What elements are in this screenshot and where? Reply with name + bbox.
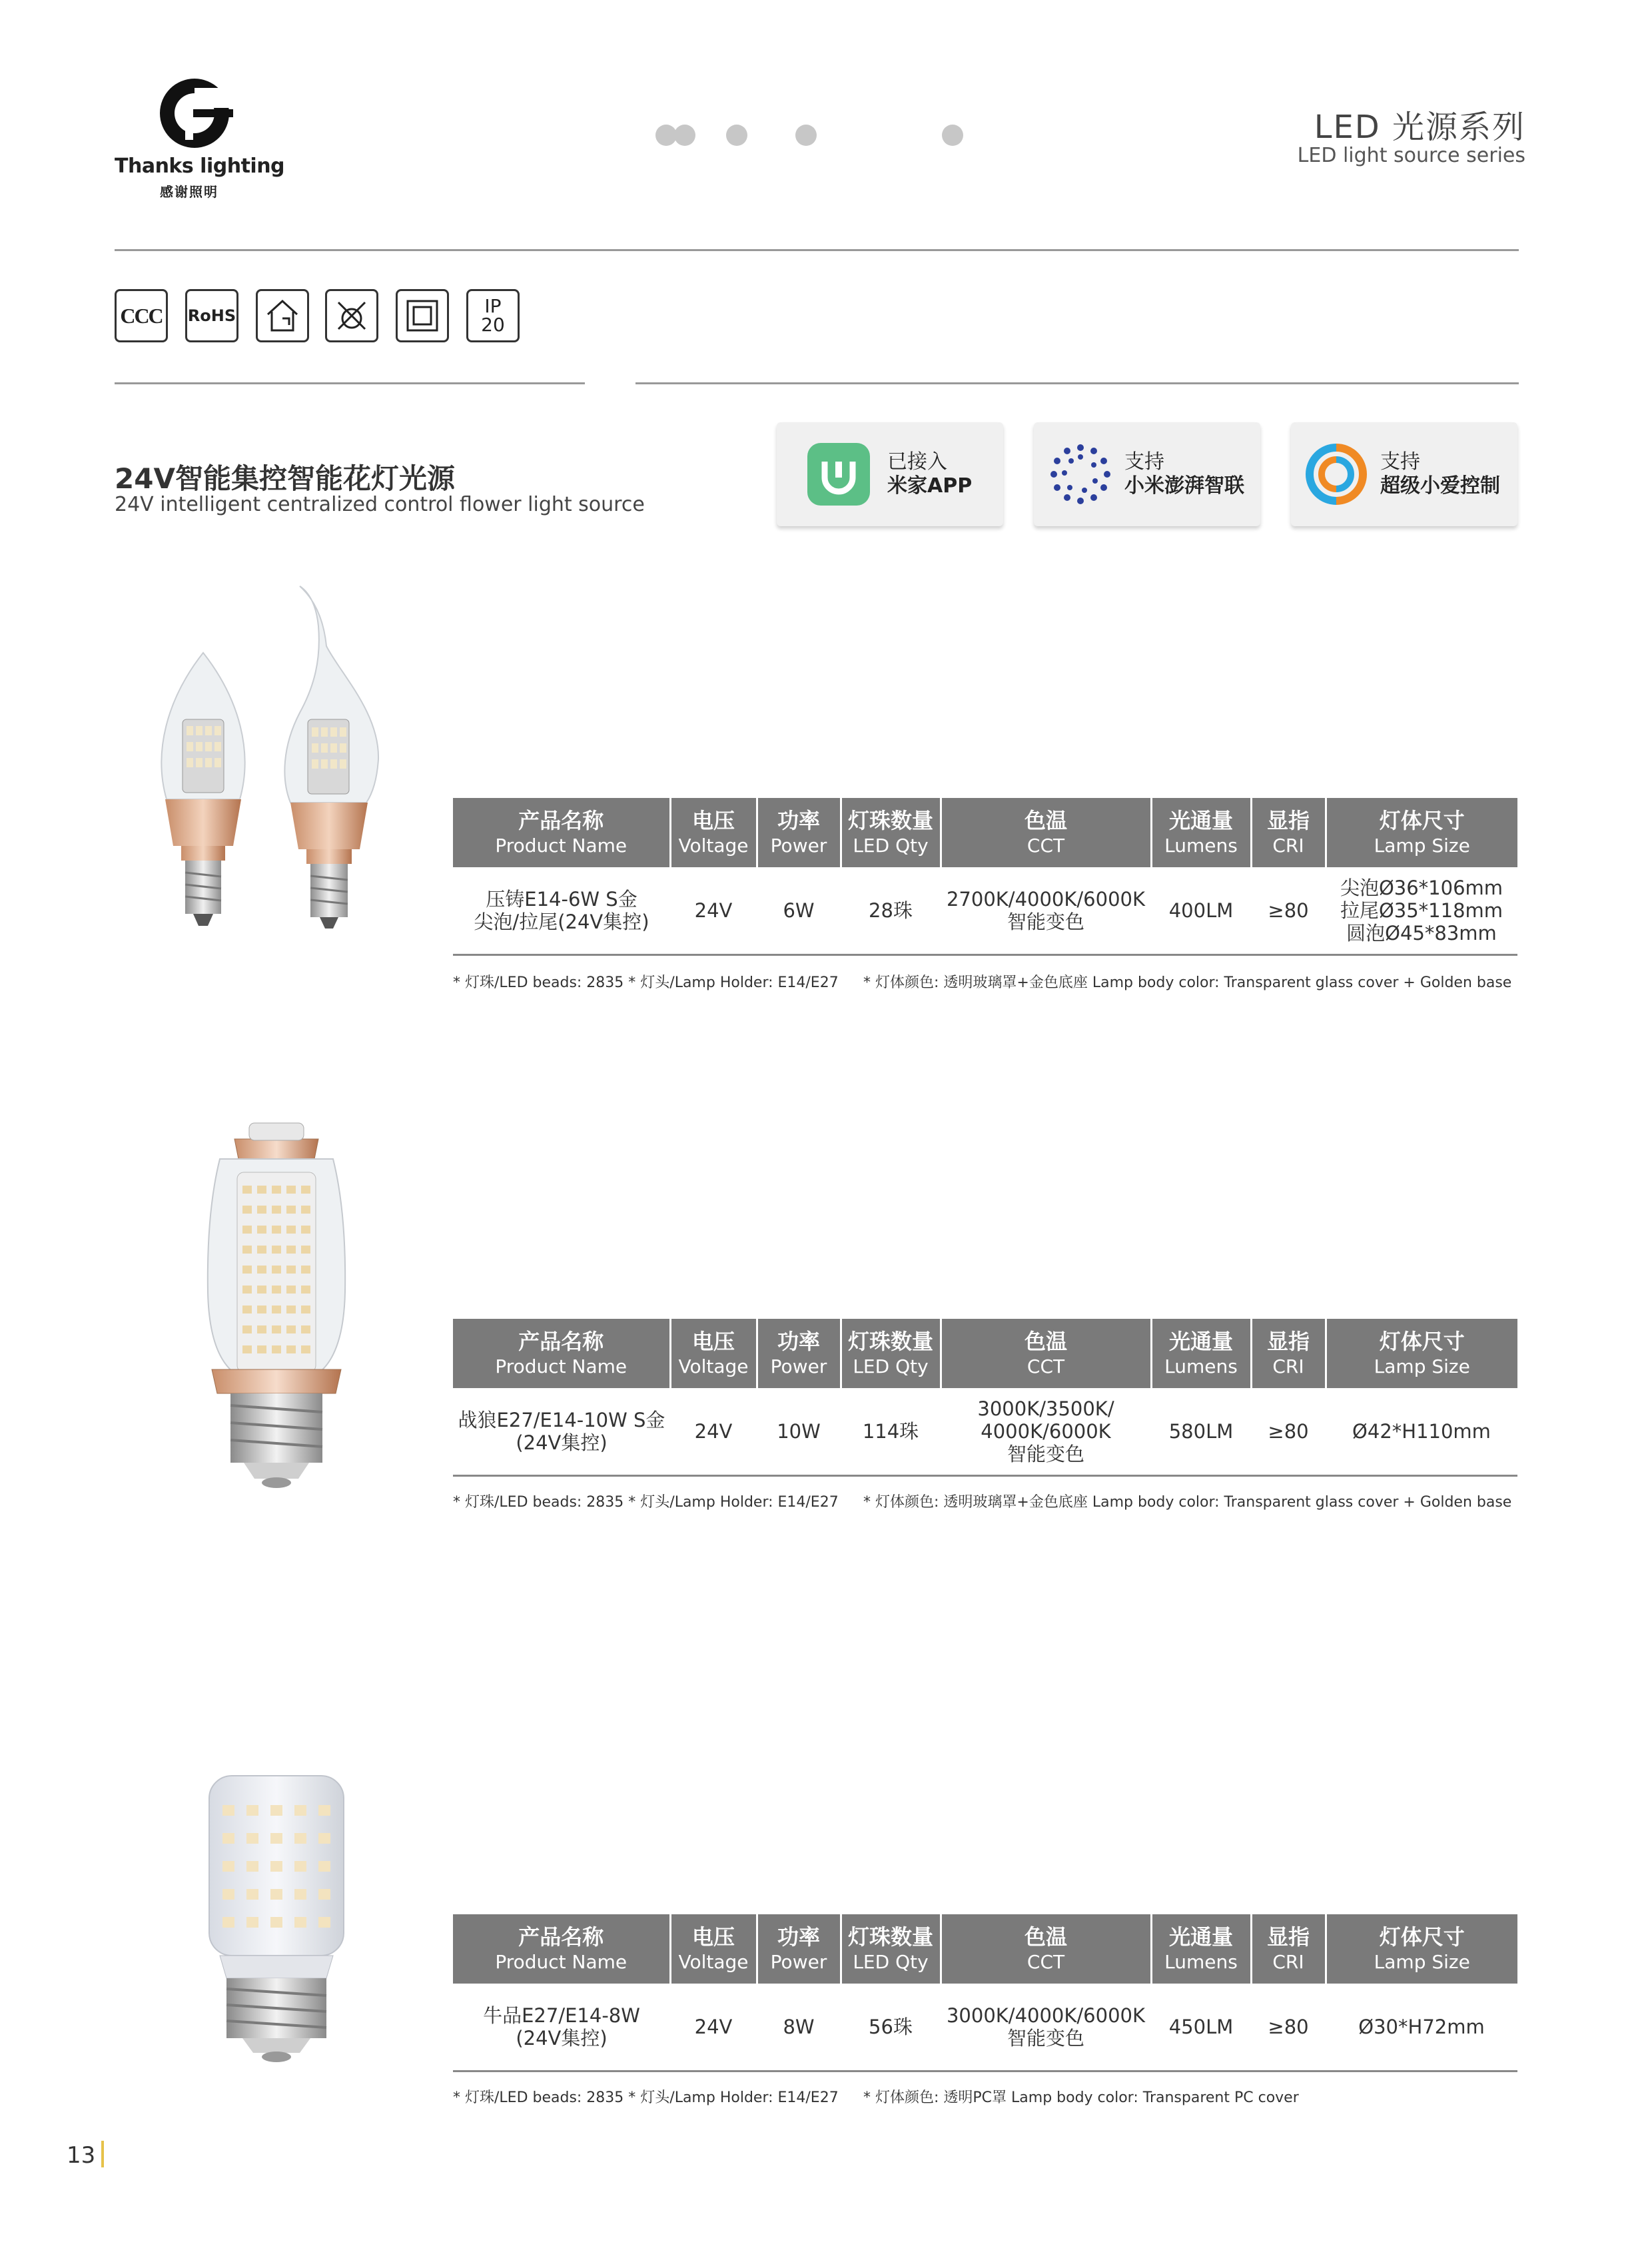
table-header-row (453, 1319, 1517, 1388)
page-number: 13 (67, 2142, 96, 2169)
cell-power: 8W (757, 1984, 841, 2071)
hyperconnect-badge-line1: 支持 (1124, 450, 1164, 474)
no-dimmer-icon (325, 289, 378, 342)
col-power: 功率 Power (757, 1319, 841, 1388)
product-note-right: * 灯体颜色: 透明玻璃罩+金色底座 Lamp body color: Transparent glass cover + Golden base (863, 1494, 1512, 1511)
xiaoai-badge-line1: 支持 (1380, 450, 1420, 474)
cell-cri: ≥80 (1251, 867, 1326, 955)
product-image-corn-bulb-pc (206, 1772, 346, 2065)
decor-dot (942, 125, 963, 146)
ccc-cert-label: CCC (120, 303, 163, 328)
brand-name-cn: 感谢照明 (160, 184, 218, 200)
col-led-qty: 灯珠数量 LED Qty (841, 798, 941, 867)
col-product-name: 产品名称 Product Name (453, 1914, 670, 1984)
spec-table-2 (453, 1319, 1517, 1477)
cell-lumens: 450LM (1151, 1984, 1251, 2071)
table-header-row (453, 1914, 1517, 1984)
cell-product-name: 牛品E27/E14-8W (24V集控) (453, 1984, 670, 2071)
product-note-right: * 灯体颜色: 透明PC罩 Lamp body color: Transparent PC cover (863, 2089, 1299, 2106)
series-title: LED 光源系列 (1314, 109, 1525, 146)
divider-right (635, 382, 1519, 384)
cell-cri: ≥80 (1251, 1984, 1326, 2071)
cell-lamp-size: Ø42*H110mm (1326, 1388, 1517, 1476)
product-note-left: * 灯珠/LED beads: 2835 * 灯头/Lamp Holder: E14/E27 (453, 974, 839, 991)
section-subtitle: 24V intelligent centralized control flower light source (115, 493, 645, 516)
ccc-cert-icon (115, 289, 168, 342)
brand-logo-icon (153, 75, 238, 155)
xiaoai-badge-line2: 超级小爱控制 (1380, 474, 1500, 498)
mijia-badge (777, 422, 1003, 526)
mijia-icon (806, 442, 871, 507)
table-row (453, 1984, 1517, 2071)
col-cct: 色温 CCT (941, 1914, 1151, 1984)
cell-led-qty: 56珠 (841, 1984, 941, 2071)
cell-led-qty: 28珠 (841, 867, 941, 955)
product-image-corn-bulb-glass (193, 1119, 360, 1492)
cell-cct: 3000K/4000K/6000K 智能变色 (941, 1984, 1151, 2071)
col-voltage: 电压 Voltage (670, 1914, 757, 1984)
ip20-cert-icon (466, 289, 520, 342)
xiaoai-icon (1304, 442, 1368, 506)
ip-rating: 20 (481, 314, 505, 336)
col-lumens: 光通量 Lumens (1151, 1319, 1251, 1388)
section-title: 24V智能集控智能花灯光源 (115, 462, 455, 495)
col-lamp-size: 灯体尺寸 Lamp Size (1326, 1914, 1517, 1984)
class-ii-icon (396, 289, 449, 342)
col-cct: 色温 CCT (941, 798, 1151, 867)
col-lumens: 光通量 Lumens (1151, 798, 1251, 867)
col-lamp-size: 灯体尺寸 Lamp Size (1326, 1319, 1517, 1388)
cell-power: 6W (757, 867, 841, 955)
brand-name: Thanks lighting (115, 155, 285, 178)
mijia-badge-line2: 米家APP (887, 474, 973, 498)
table-header-row (453, 798, 1517, 867)
rohs-cert-label: RoHS (187, 306, 236, 325)
series-subtitle: LED light source series (1297, 144, 1525, 167)
cell-cct: 2700K/4000K/6000K 智能变色 (941, 867, 1151, 955)
xiaomi-hyperconnect-icon (1047, 441, 1114, 508)
header-divider (115, 249, 1519, 251)
ip-label: IP (484, 295, 502, 317)
product-note-left: * 灯珠/LED beads: 2835 * 灯头/Lamp Holder: E14/E27 (453, 2089, 839, 2106)
col-led-qty: 灯珠数量 LED Qty (841, 1319, 941, 1388)
decor-dot (674, 125, 695, 146)
cell-power: 10W (757, 1388, 841, 1476)
xiaoai-badge (1291, 422, 1517, 526)
spec-table-3 (453, 1914, 1517, 2072)
col-led-qty: 灯珠数量 LED Qty (841, 1914, 941, 1984)
hyperconnect-badge (1034, 422, 1260, 526)
cell-lamp-size: Ø30*H72mm (1326, 1984, 1517, 2071)
decor-dot (795, 125, 817, 146)
decor-dot (726, 125, 747, 146)
cell-lumens: 580LM (1151, 1388, 1251, 1476)
col-product-name: 产品名称 Product Name (453, 1319, 670, 1388)
col-lamp-size: 灯体尺寸 Lamp Size (1326, 798, 1517, 867)
cell-lamp-size: 尖泡Ø36*106mm 拉尾Ø35*118mm 圆泡Ø45*83mm (1326, 867, 1517, 955)
cell-led-qty: 114珠 (841, 1388, 941, 1476)
cell-cri: ≥80 (1251, 1388, 1326, 1476)
rohs-cert-icon (185, 289, 238, 342)
col-voltage: 电压 Voltage (670, 798, 757, 867)
indoor-use-icon (256, 289, 309, 342)
cell-voltage: 24V (670, 867, 757, 955)
spec-table-1 (453, 798, 1517, 956)
product-note-right: * 灯体颜色: 透明玻璃罩+金色底座 Lamp body color: Transparent glass cover + Golden base (863, 974, 1512, 991)
col-power: 功率 Power (757, 798, 841, 867)
col-cri: 显指 CRI (1251, 1914, 1326, 1984)
cell-product-name: 战狼E27/E14-10W S金 (24V集控) (453, 1388, 670, 1476)
cell-voltage: 24V (670, 1984, 757, 2071)
cell-product-name: 压铸E14-6W S金 尖泡/拉尾(24V集控) (453, 867, 670, 955)
product-image-candle-bulbs (140, 579, 420, 966)
cell-lumens: 400LM (1151, 867, 1251, 955)
col-voltage: 电压 Voltage (670, 1319, 757, 1388)
divider-left (115, 382, 585, 384)
product-note-left: * 灯珠/LED beads: 2835 * 灯头/Lamp Holder: E14/E27 (453, 1494, 839, 1511)
cell-voltage: 24V (670, 1388, 757, 1476)
col-cri: 显指 CRI (1251, 1319, 1326, 1388)
col-cct: 色温 CCT (941, 1319, 1151, 1388)
col-product-name: 产品名称 Product Name (453, 798, 670, 867)
page-number-bar (101, 2141, 104, 2167)
cell-cct: 3000K/3500K/ 4000K/6000K 智能变色 (941, 1388, 1151, 1476)
col-cri: 显指 CRI (1251, 798, 1326, 867)
mijia-badge-line1: 已接入 (887, 450, 947, 474)
col-power: 功率 Power (757, 1914, 841, 1984)
table-row (453, 867, 1517, 955)
hyperconnect-badge-line2: 小米澎湃智联 (1124, 474, 1244, 498)
table-row (453, 1388, 1517, 1476)
col-lumens: 光通量 Lumens (1151, 1914, 1251, 1984)
